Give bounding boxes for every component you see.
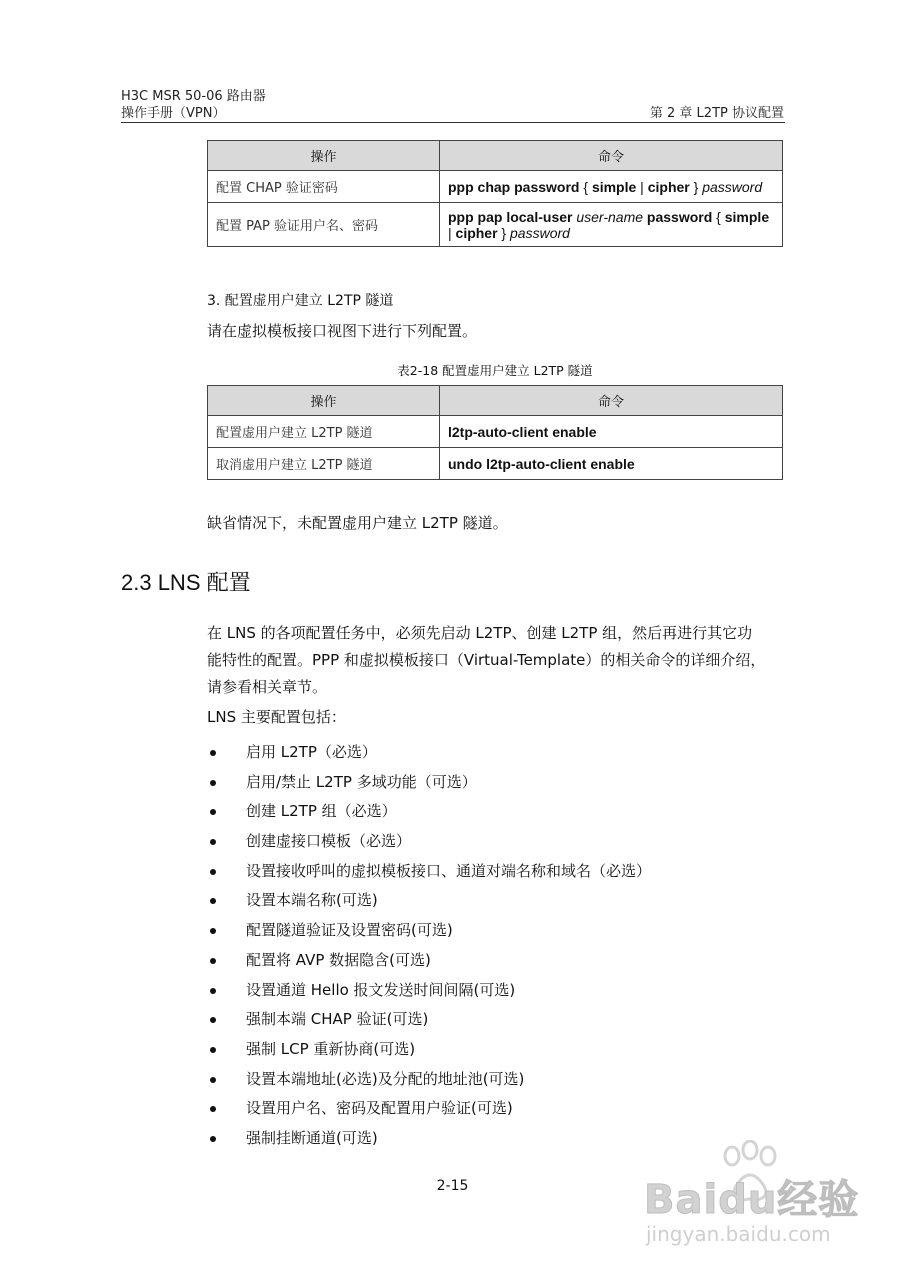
list-item <box>207 857 651 887</box>
list-item-text: 配置将 AVP 数据隐含(可选) <box>246 950 431 969</box>
list-item-text: 强制挂断通道(可选) <box>246 1128 378 1147</box>
list-item-text: 启用 L2TP（必选） <box>246 743 377 761</box>
operation-cell: 配置 PAP 验证用户名、密码 <box>208 203 440 247</box>
command-token: simple <box>591 178 637 195</box>
bullet-icon <box>210 809 216 815</box>
bullet-icon <box>210 988 216 994</box>
list-item-text: 设置用户名、密码及配置用户验证(可选) <box>246 1099 513 1118</box>
list-item <box>207 1094 651 1124</box>
list-item <box>207 738 651 768</box>
watermark-logo: Baidu经验 <box>644 1177 860 1223</box>
table-header-row <box>208 141 783 171</box>
bullet-icon <box>210 869 216 875</box>
bullet-icon <box>210 1136 216 1142</box>
paragraph-line: 在 LNS 的各项配置任务中，必须先启动 L2TP、创建 L2TP 组，然后再进行其它功 <box>207 624 753 642</box>
operation-cell: 配置虚用户建立 L2TP 隧道 <box>208 416 440 448</box>
section-2-3-heading: 2.3 LNS 配置 <box>121 570 251 595</box>
bullet-icon <box>210 1106 216 1112</box>
watermark-url: jingyan.baidu.com <box>646 1222 831 1246</box>
chap-command <box>448 179 762 195</box>
bullet-icon <box>210 928 216 934</box>
list-item <box>207 976 651 1006</box>
bullet-icon <box>210 780 216 786</box>
pap-command <box>448 209 769 241</box>
bullet-icon <box>210 898 216 904</box>
bullet-icon <box>210 1017 216 1023</box>
bullet-icon <box>210 750 216 756</box>
col-header-operation: 操作 <box>208 141 440 171</box>
list-item <box>207 1035 651 1065</box>
list-item-text: 设置接收呼叫的虚拟模板接口、通道对端名称和域名（必选） <box>246 861 652 880</box>
command-token: ppp pap local-user <box>448 208 573 225</box>
command-token: user-name <box>576 208 644 225</box>
list-item-text: 设置本端名称(可选) <box>246 891 378 910</box>
command-token: simple <box>724 208 770 225</box>
page-number: 2-15 <box>436 1178 469 1194</box>
command-token: cipher <box>455 224 498 241</box>
section-intro: 请在虚拟模板接口视图下进行下列配置。 <box>207 322 478 340</box>
section-heading: 3. 配置虚用户建立 L2TP 隧道 <box>207 293 394 309</box>
operation-cell: 配置 CHAP 验证密码 <box>208 171 440 203</box>
baidu-watermark <box>640 1140 880 1250</box>
table-header-row <box>208 386 783 416</box>
col-header-command: 命令 <box>440 386 783 416</box>
paragraph-line: 能特性的配置。PPP 和虚拟模板接口（Virtual-Template）的相关命令的详细介绍， <box>207 651 766 669</box>
list-item-text: 创建虚接口模板（必选） <box>246 832 412 851</box>
list-item <box>207 797 651 827</box>
table-row <box>208 203 783 247</box>
bullet-icon <box>210 1077 216 1083</box>
header-product: H3C MSR 50-06 路由器 <box>121 89 266 104</box>
operation-cell: 取消虚用户建立 L2TP 隧道 <box>208 448 440 480</box>
command-token: | <box>636 178 648 195</box>
list-item-text: 启用/禁止 L2TP 多域功能（可选） <box>246 772 477 791</box>
command-cell: l2tp-auto-client enable <box>440 416 783 448</box>
paragraph-line: 请参看相关章节。 <box>207 678 328 696</box>
list-item-text: 设置通道 Hello 报文发送时间间隔(可选) <box>246 980 516 999</box>
header-chapter: 第 2 章 L2TP 协议配置 <box>649 106 784 121</box>
virtual-user-table <box>207 385 783 480</box>
command-token: ppp chap password <box>448 178 580 195</box>
config-task-list <box>207 738 651 1154</box>
list-item <box>207 1005 651 1035</box>
list-item-text: 配置隧道验证及设置密码(可选) <box>246 921 453 940</box>
auth-command-table <box>207 140 783 247</box>
command-cell <box>440 171 783 203</box>
col-header-command: 命令 <box>440 141 783 171</box>
header-manual: 操作手册（VPN） <box>121 106 226 121</box>
command-token: password <box>510 224 570 241</box>
header-rule <box>121 122 785 123</box>
bullet-icon <box>210 839 216 845</box>
list-item <box>207 886 651 916</box>
list-item <box>207 827 651 857</box>
bullet-icon <box>210 958 216 964</box>
list-item-text: 创建 L2TP 组（必选） <box>246 802 397 821</box>
list-item-text: 强制本端 CHAP 验证(可选) <box>246 1010 429 1029</box>
command-token: { <box>579 178 592 195</box>
list-item <box>207 916 651 946</box>
list-item <box>207 946 651 976</box>
command-token: password <box>702 178 763 195</box>
table-row <box>208 416 783 448</box>
list-item-text: 强制 LCP 重新协商(可选) <box>246 1039 416 1058</box>
list-intro: LNS 主要配置包括： <box>207 708 346 726</box>
list-item <box>207 1124 651 1154</box>
command-token: { <box>712 208 725 225</box>
section-paragraph <box>207 620 765 701</box>
command-token: } <box>497 224 511 241</box>
command-token: password <box>646 208 713 225</box>
list-item <box>207 768 651 798</box>
list-item <box>207 1065 651 1095</box>
col-header-operation: 操作 <box>208 386 440 416</box>
command-cell: undo l2tp-auto-client enable <box>440 448 783 480</box>
list-item-text: 设置本端地址(必选)及分配的地址池(可选) <box>246 1069 525 1088</box>
table-row <box>208 171 783 203</box>
command-token: cipher <box>647 178 690 195</box>
command-token: | <box>448 224 456 241</box>
table-row <box>208 448 783 480</box>
command-token: } <box>689 178 703 195</box>
bullet-icon <box>210 1047 216 1053</box>
table-caption: 表2-18 配置虚用户建立 L2TP 隧道 <box>397 363 593 378</box>
command-cell <box>440 203 783 247</box>
default-note: 缺省情况下，未配置虚用户建立 L2TP 隧道。 <box>207 514 508 532</box>
